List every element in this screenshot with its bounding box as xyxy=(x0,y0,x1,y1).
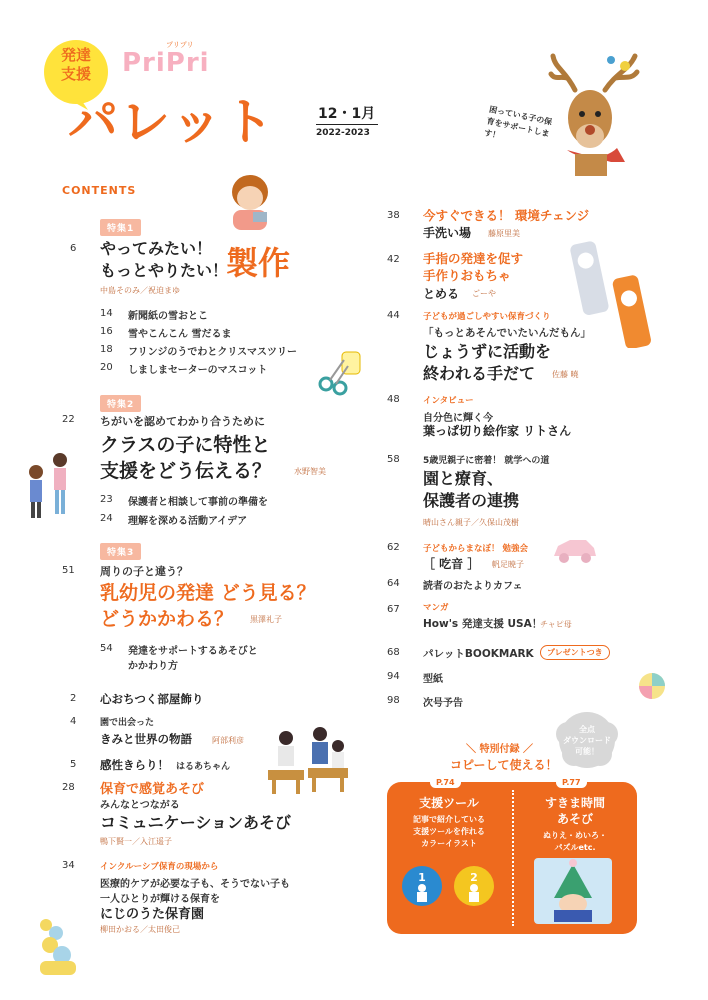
rest5-lead1: 医療的ケアが必要な子も、そうでない子も xyxy=(100,879,290,890)
coloring-page-icon xyxy=(534,858,612,924)
feature1-page: 6 xyxy=(70,243,77,254)
feature2-title-line1[interactable]: クラスの子に特性と xyxy=(100,434,271,456)
r10-page: 94 xyxy=(387,671,400,682)
r8-page: 67 xyxy=(387,604,400,615)
toy-car-icon xyxy=(550,536,600,566)
brand-ruby: プリプリ xyxy=(166,41,194,49)
r4-page: 48 xyxy=(387,394,400,405)
rest3-page: 5 xyxy=(70,759,77,770)
r8-kicker: マンガ xyxy=(423,603,449,613)
rest4-lead: みんなとつながる xyxy=(100,800,180,811)
r3-kicker: 子どもが過ごしやすい保育づくり xyxy=(423,312,551,322)
r4-title[interactable]: 葉っぱ切り絵作家 リトさん xyxy=(423,424,572,438)
rest4-author: 鴨下賢一／入江遥子 xyxy=(100,837,172,846)
feature3-tag: 特集3 xyxy=(100,543,141,560)
r2-orange-title1[interactable]: 手指の発達を促す xyxy=(423,251,524,266)
download-cloud xyxy=(554,710,620,770)
r1-page: 38 xyxy=(387,210,400,221)
r1-orange-title[interactable]: 今すぐできる！ 環境チェンジ xyxy=(423,208,590,223)
r2-title[interactable]: とめる xyxy=(423,287,460,301)
f2-item2-page: 24 xyxy=(100,513,113,524)
r4-lead: 自分色に輝く今 xyxy=(423,413,493,424)
rest2-author: 阿部利彦 xyxy=(212,736,244,745)
supp-right-desc2: パズルetc. xyxy=(554,843,596,852)
issue-divider xyxy=(316,124,378,125)
r5-author: 晴山さん親子／久保山茂樹 xyxy=(423,518,519,527)
f3-item-line1[interactable]: 発達をサポートするあそびと xyxy=(128,646,258,657)
r3-author: 佐藤 曉 xyxy=(552,370,579,379)
r2-orange-title2[interactable]: 手作りおもちゃ xyxy=(423,268,511,283)
rest5-kicker: インクルーシブ保育の現場から xyxy=(100,862,219,872)
rest1-title[interactable]: 心おちつく部屋飾り xyxy=(100,692,204,706)
f1-item4-text[interactable]: しましまセーターのマスコット xyxy=(128,365,268,376)
cloud-line2: ダウンロード xyxy=(563,736,611,745)
supp-right-desc1: ぬりえ・めいろ・ xyxy=(543,831,607,840)
supp-right-page: P.77 xyxy=(556,777,587,788)
feature2-title-line2[interactable]: 支援をどう伝える？ xyxy=(100,460,272,482)
feature2-page: 22 xyxy=(62,414,75,425)
brand-main: パレット xyxy=(68,93,276,151)
r9-title[interactable]: パレットBOOKMARK xyxy=(423,648,534,660)
r8-author: チャピ母 xyxy=(540,620,572,629)
f1-item3-text[interactable]: フリンジのうでわとクリスマスツリー xyxy=(128,347,297,358)
r7-page: 64 xyxy=(387,578,400,589)
supplement-label2: コピーして使える！ xyxy=(450,758,558,772)
giraffe-toy-icon xyxy=(30,915,82,979)
feature1-title-line2[interactable]: もっとやりたい！ xyxy=(100,261,229,280)
r5-title1[interactable]: 園と療育、 xyxy=(423,469,504,488)
r1-author: 藤原里美 xyxy=(488,229,520,238)
supp-right-title1[interactable]: すきま時間 xyxy=(544,796,605,810)
feature2-tag: 特集2 xyxy=(100,395,141,412)
f1-item3-page: 18 xyxy=(100,344,113,355)
r9-page: 68 xyxy=(387,647,400,658)
feature1-authors: 中島そのみ／祝迫まゆ xyxy=(100,286,180,295)
supp-left-page: P.74 xyxy=(430,777,461,788)
feature3-page: 51 xyxy=(62,565,75,576)
rest5-author: 柳田かおる／太田俊己 xyxy=(100,925,180,934)
feature3-title-line2[interactable]: どうかかわる？ xyxy=(100,608,234,630)
feature3-lead: 周りの子と違う？ xyxy=(100,565,188,578)
reindeer-mascot-icon xyxy=(545,50,655,178)
r10-title[interactable]: 型紙 xyxy=(423,674,443,685)
r4-kicker: インタビュー xyxy=(423,396,474,406)
rest5-title[interactable]: にじのうた保育園 xyxy=(100,907,205,922)
feature3-title-line1[interactable]: 乳幼児の発達 どう見る？ xyxy=(100,582,316,604)
supp-left-desc3: カラーイラスト xyxy=(421,839,477,848)
f1-item1-text[interactable]: 新聞紙の雪おとこ xyxy=(128,311,208,322)
r3-lead: 「もっとあそんでいたいんだもん」 xyxy=(423,327,591,339)
r5-title2[interactable]: 保護者の連携 xyxy=(423,491,520,510)
cloud-line1: 全点 xyxy=(579,725,595,734)
feature2-author: 水野智美 xyxy=(294,467,326,476)
supplement-label1: ＼ 特別付録 ／ xyxy=(466,744,533,755)
r3-title1[interactable]: じょうずに活動を xyxy=(423,342,552,361)
contents-label: CONTENTS xyxy=(62,184,137,197)
f1-item2-page: 16 xyxy=(100,326,113,337)
rest3-title[interactable]: 感性きらり！ xyxy=(100,758,169,772)
rest2-title[interactable]: きみと世界の物語 xyxy=(100,732,192,746)
r6-author: 帆足暁子 xyxy=(492,560,524,569)
girl-illustration-icon xyxy=(225,172,275,230)
rest2-kicker: 園で出会った xyxy=(100,718,155,728)
mascot-caption: 困っている子の保育をサポートします！ xyxy=(483,104,553,141)
feature2-lead: ちがいを認めてわかり合うために xyxy=(100,415,265,428)
cloud-line3: 可能！ xyxy=(575,747,599,756)
f1-item1-page: 14 xyxy=(100,308,113,319)
supp-left-desc2: 支援ツールを作れる xyxy=(413,827,485,836)
r6-page: 62 xyxy=(387,542,400,553)
ball-icon xyxy=(638,672,666,700)
rest5-page: 34 xyxy=(62,860,75,871)
f2-item1-page: 23 xyxy=(100,494,113,505)
f1-item2-text[interactable]: 雪やこんこん 雪だるま xyxy=(128,329,232,340)
r1-title[interactable]: 手洗い場 xyxy=(423,226,472,240)
r2-page: 42 xyxy=(387,254,400,265)
brand-small: PriPri xyxy=(122,48,210,78)
rest4-title[interactable]: コミュニケーションあそび xyxy=(100,813,292,832)
r6-kicker: 子どもからまなぼ！ 勉強会 xyxy=(423,544,528,554)
r2-author: ごーや xyxy=(472,289,496,298)
support-tool-icon-1: 1 xyxy=(402,866,442,906)
f1-item4-page: 20 xyxy=(100,362,113,373)
badge-line1: 発達 xyxy=(60,46,91,64)
r11-page: 98 xyxy=(387,695,400,706)
present-badge: プレゼントつき xyxy=(540,645,610,660)
supp-right-title2[interactable]: あそび xyxy=(556,812,593,826)
r5-lead: 5歳児親子に密着！ 就学への道 xyxy=(423,456,550,466)
r3-title2[interactable]: 終われる手だて xyxy=(423,364,536,383)
rest1-page: 2 xyxy=(70,693,77,704)
rest5-lead2: 一人ひとりが輝ける保育を xyxy=(100,894,220,905)
rest3-author: はるあちゃん xyxy=(176,762,231,772)
badge-line2: 支援 xyxy=(60,65,91,83)
r7-title[interactable]: 読者のおたよりカフェ xyxy=(423,581,523,592)
feature1-title-line1[interactable]: やってみたい！ xyxy=(100,239,213,258)
feature3-author: 黒澤礼子 xyxy=(250,615,282,624)
r6-title[interactable]: ［ 吃音 ］ xyxy=(423,557,480,571)
children-playing-icon xyxy=(262,722,352,798)
rest2-page: 4 xyxy=(70,716,77,727)
feature1-tag: 特集1 xyxy=(100,219,141,236)
children-standing-icon xyxy=(22,450,76,522)
f3-item-line2[interactable]: かかわり方 xyxy=(128,661,178,672)
support-tool-icon-2: 2 xyxy=(454,866,494,906)
f2-item1-text[interactable]: 保護者と相談して事前の準備を xyxy=(128,497,268,508)
feature1-title-big[interactable]: 製作 xyxy=(226,244,291,282)
issue-years: 2022-2023 xyxy=(316,128,370,138)
r8-title[interactable]: How's 発達支援 USA！ xyxy=(423,618,543,630)
rest4-orange-title[interactable]: 保育で感覚あそび xyxy=(100,782,205,797)
f2-item2-text[interactable]: 理解を深める活動アイデア xyxy=(128,516,248,527)
supp-left-title[interactable]: 支援ツール xyxy=(419,796,479,810)
r3-page: 44 xyxy=(387,310,400,321)
rest4-page: 28 xyxy=(62,782,75,793)
r5-page: 58 xyxy=(387,454,400,465)
issue-month: 12・1月 xyxy=(318,106,376,122)
supp-left-desc1: 記事で紹介している xyxy=(413,815,485,824)
f3-item-page: 54 xyxy=(100,643,113,654)
r11-title[interactable]: 次号予告 xyxy=(423,698,463,709)
scissors-glue-icon xyxy=(318,348,366,398)
supplement-label1-text: 特別付録 xyxy=(479,744,520,755)
